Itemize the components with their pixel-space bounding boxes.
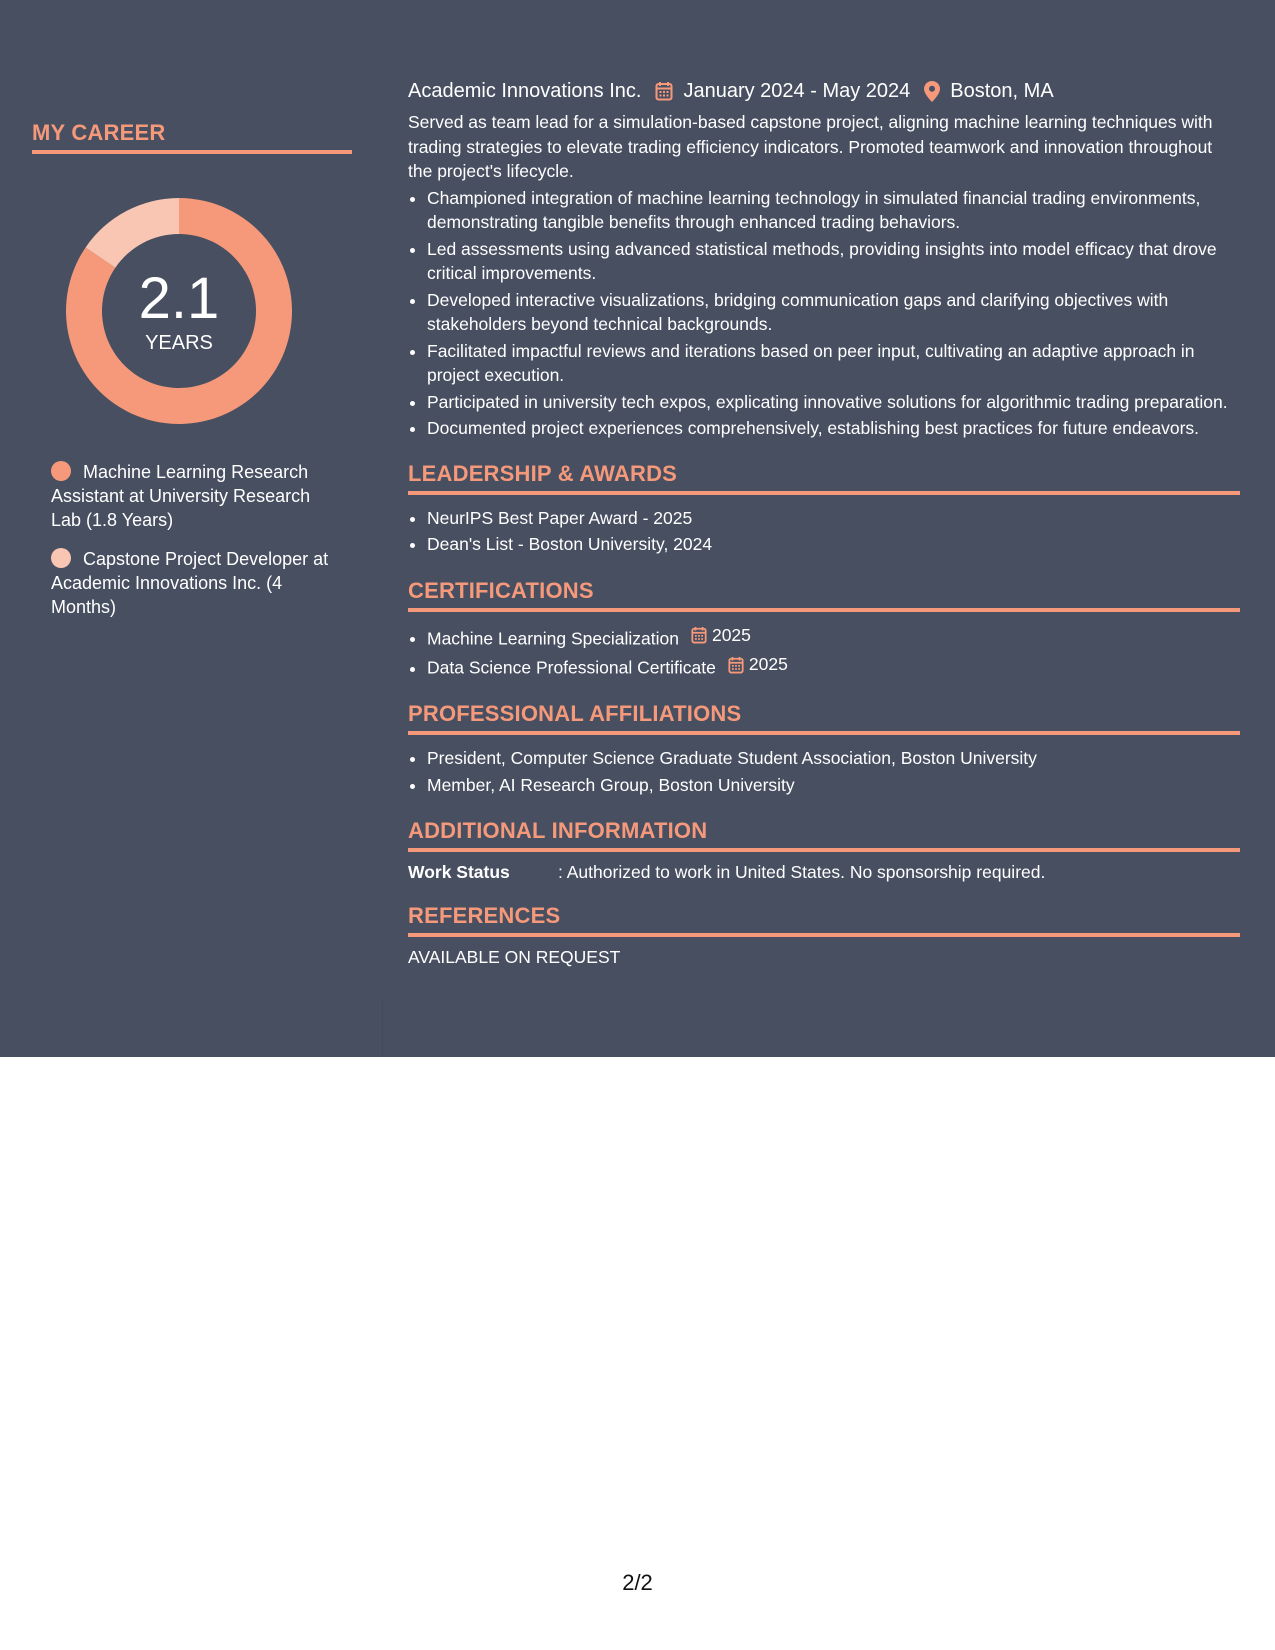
awards-section	[408, 461, 1240, 558]
additional-info-section	[408, 818, 1240, 883]
calendar-icon	[691, 626, 707, 644]
additional-info-heading: ADDITIONAL INFORMATION	[408, 818, 1240, 852]
affiliations-list	[408, 745, 1240, 798]
job-bullet: • Led assessments using advanced statistical methods, providing insights into model efficacy that drove critical improvements.	[427, 237, 1240, 286]
job-location: Boston, MA	[950, 80, 1054, 102]
certification-year: 2025	[711, 624, 751, 645]
career-donut-chart	[66, 198, 292, 424]
award-item: • NeurIPS Best Paper Award - 2025	[427, 505, 1240, 532]
career-legend	[51, 460, 341, 619]
affiliations-heading: PROFESSIONAL AFFILIATIONS	[408, 701, 1240, 735]
work-status-value: : Authorized to work in United States. No sponsorship required.	[558, 862, 1046, 882]
affiliations-section	[408, 701, 1240, 798]
references-section	[408, 903, 1240, 968]
left-column	[32, 120, 352, 634]
career-total-value: 2.1	[138, 266, 220, 331]
award-item: • Dean's List - Boston University, 2024	[427, 531, 1240, 558]
career-heading: MY CAREER	[32, 120, 352, 154]
work-status-row	[408, 862, 1240, 883]
job-bullet: • Developed interactive visualizations, bridging communication gaps and clarifying objectives with stakeholders beyond technical backgrounds.	[427, 288, 1240, 337]
page-number: 2/2	[622, 1570, 653, 1595]
job-bullet: • Participated in university tech expos, explicating innovative solutions for algorithmic trading preparation.	[427, 390, 1240, 415]
affiliation-item: • President, Computer Science Graduate Student Association, Boston University	[427, 745, 1240, 772]
certifications-heading: CERTIFICATIONS	[408, 578, 1240, 612]
column-divider	[382, 1000, 383, 1057]
certification-item	[427, 622, 1240, 652]
job-dates: January 2024 - May 2024	[683, 80, 911, 102]
certifications-list	[408, 622, 1240, 682]
legend-label: Machine Learning Research Assistant at University Research Lab (1.8 Years)	[51, 462, 311, 530]
legend-item	[51, 547, 341, 619]
legend-label: Capstone Project Developer at Academic Innovations Inc. (4 Months)	[51, 549, 329, 617]
company-name: Academic Innovations Inc.	[408, 80, 642, 102]
awards-list	[408, 505, 1240, 558]
job-bullet: • Facilitated impactful reviews and iterations based on peer input, cultivating an adaptive approach in project execution.	[427, 339, 1240, 388]
work-status-label: Work Status	[408, 862, 510, 882]
calendar-icon	[728, 656, 744, 674]
certification-name: Machine Learning Specialization	[427, 627, 679, 648]
job-summary: Served as team lead for a simulation-based capstone project, aligning machine learning techniques with trading strategies to elevate trading efficiency indicators. Promoted teamwork and innovation throughout the project's lifecycle.	[408, 112, 1213, 181]
map-pin-icon	[924, 81, 940, 102]
certification-name: Data Science Professional Certificate	[427, 657, 716, 678]
affiliation-item: • Member, AI Research Group, Boston University	[427, 772, 1240, 799]
references-heading: REFERENCES	[408, 903, 1240, 937]
references-text: AVAILABLE ON REQUEST	[408, 947, 621, 967]
job-header	[408, 78, 1240, 104]
right-column	[408, 78, 1240, 968]
certifications-section	[408, 578, 1240, 682]
job-bullets	[408, 186, 1240, 441]
legend-item	[51, 460, 341, 532]
job-bullet: • Documented project experiences comprehensively, establishing best practices for future endeavors.	[427, 416, 1240, 441]
legend-dot	[51, 461, 71, 481]
certification-year: 2025	[748, 654, 788, 675]
legend-dot	[51, 548, 71, 568]
career-total-unit: YEARS	[145, 332, 213, 354]
job-bullet: • Championed integration of machine learning technology in simulated financial trading environments, demonstrating tangible benefits through enhanced trading behaviors.	[427, 186, 1240, 235]
calendar-icon	[655, 81, 673, 101]
certification-item	[427, 651, 1240, 681]
awards-heading: LEADERSHIP & AWARDS	[408, 461, 1240, 495]
